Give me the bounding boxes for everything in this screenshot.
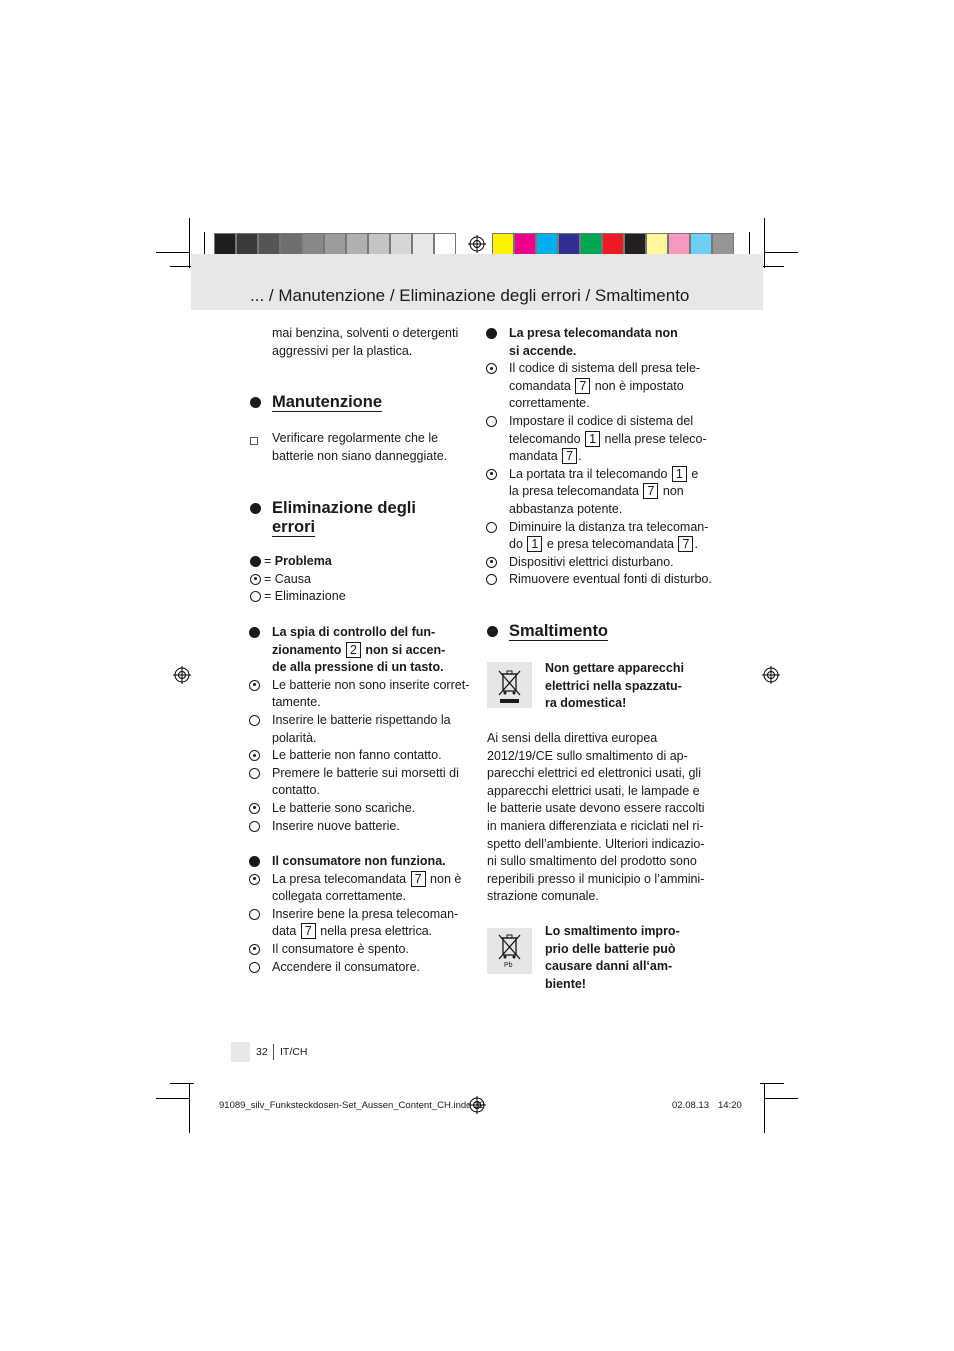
crop-mark (764, 1098, 798, 1099)
section-heading: errori (272, 518, 316, 536)
cause-dot-icon (250, 574, 261, 585)
part-ref: 7 (678, 536, 693, 552)
pb-label: Pb (504, 962, 513, 969)
problem-block (509, 325, 724, 589)
solution-text: e presa telecomandata (546, 537, 674, 552)
color-swatch (624, 233, 646, 255)
part-ref: 1 (527, 536, 542, 552)
crop-mark (760, 266, 784, 267)
registration-mark-icon (173, 666, 191, 684)
color-swatch (324, 233, 346, 255)
language-code: IT/CH (280, 1046, 308, 1058)
solution-text: nella presa elettrica. (320, 924, 433, 939)
text-line: parecchi elettrici ed elettronici usati, gli (487, 766, 701, 781)
solution-text: polarità. (272, 730, 317, 745)
solution-ring-icon (249, 768, 260, 779)
color-swatch (712, 233, 734, 255)
text-line: biente! (545, 976, 586, 991)
section-heading: Eliminazione degli (272, 499, 416, 517)
section-smaltimento (509, 622, 724, 641)
warning-text (545, 923, 725, 993)
crop-mark (764, 1083, 765, 1133)
cause-text: non (662, 484, 684, 499)
section-errori (272, 499, 472, 537)
solution-text: Inserire le batterie rispettando la (272, 712, 451, 727)
solution-ring-icon (250, 591, 261, 602)
text-line: Non gettare apparecchi (545, 661, 684, 675)
section-heading: Smaltimento (509, 622, 609, 640)
text-line: strazione comunale. (487, 889, 599, 904)
color-swatch (536, 233, 558, 255)
solution-row (272, 818, 472, 836)
intro-text: mai benzina, solventi o detergenti (272, 326, 459, 340)
solution-ring-icon (486, 416, 497, 427)
part-ref: 7 (411, 871, 426, 887)
text-line: le batterie usate devono essere raccolti (487, 801, 705, 816)
legend (264, 553, 472, 606)
solution-text: contatto. (272, 783, 320, 798)
part-ref: 1 (672, 466, 687, 482)
print-time: 14:20 (718, 1100, 742, 1111)
text-line: Ai sensi della direttiva europea (487, 731, 658, 745)
section-bullet-icon (250, 397, 261, 408)
cause-text: non è impostato (594, 378, 684, 393)
file-slug: 91089_silv_Funksteckdosen-Set_Aussen_Content_CH.indd 32 (219, 1100, 485, 1111)
solution-text: mandata (509, 449, 558, 464)
legend-problem: Problema (274, 554, 332, 568)
color-swatch (346, 233, 368, 255)
text-line: 2012/19/CE sullo smaltimento di ap- (487, 748, 688, 763)
cause-text: comandata (509, 378, 571, 393)
problem-dot-icon (250, 556, 261, 567)
cause-text: La portata tra il telecomando (509, 466, 668, 481)
cause-text: abbastanza potente. (509, 501, 623, 516)
crop-mark (189, 1083, 190, 1133)
left-column (272, 325, 472, 360)
color-swatch (236, 233, 258, 255)
legend-solution: = Eliminazione (264, 589, 346, 604)
color-swatch (280, 233, 302, 255)
solution-ring-icon (249, 962, 260, 973)
problem-title: de alla pressione di un tasto. (272, 660, 444, 675)
color-swatch (214, 233, 236, 255)
solution-row (272, 765, 472, 800)
problem-dot-icon (249, 856, 260, 867)
page-number: 32 (256, 1046, 268, 1058)
color-swatch (302, 233, 324, 255)
cause-dot-icon (249, 944, 260, 955)
text-line: Lo smaltimento impro- (545, 924, 680, 938)
color-swatch (602, 233, 624, 255)
cause-text: La presa telecomandata (272, 871, 407, 886)
text-line: ra domestica! (545, 696, 627, 711)
problem-block (272, 624, 472, 835)
cause-text: Il consumatore è spento. (272, 941, 409, 956)
registration-mark-icon (468, 235, 486, 253)
text-line: prio delle batterie può (545, 941, 676, 956)
maintenance-text: batterie non siano danneggiate. (272, 448, 448, 463)
color-swatch (646, 233, 668, 255)
part-ref: 7 (562, 448, 577, 464)
color-swatch (514, 233, 536, 255)
part-ref: 7 (301, 923, 316, 939)
color-swatch (492, 233, 514, 255)
cause-row (272, 677, 472, 712)
color-swatch (434, 233, 456, 255)
crop-mark (156, 1098, 190, 1099)
solution-text: Inserire bene la presa telecoman- (272, 906, 459, 921)
text-line: apparecchi elettrici usati, le lampade e (487, 783, 700, 798)
page-tab (231, 1042, 250, 1062)
cause-text: Dispositivi elettrici disturbano. (509, 554, 674, 569)
text-line: in maniera differenziata e riciclati nel ri- (487, 818, 704, 833)
cause-text: Le batterie non fanno contatto. (272, 748, 442, 763)
part-ref: 7 (643, 483, 658, 499)
section-manutenzione (272, 393, 472, 412)
checkbox-square-icon (250, 437, 258, 445)
footer-divider (273, 1044, 274, 1060)
problem-dot-icon (486, 328, 497, 339)
cause-row (272, 800, 472, 818)
crop-mark (764, 218, 765, 268)
registration-mark-icon (762, 666, 780, 684)
solution-text: Inserire nuove batterie. (272, 818, 400, 833)
cause-text: Le batterie non sono inserite corret- (272, 677, 470, 692)
crop-mark (189, 218, 190, 268)
gray-swatch-bar (214, 233, 456, 255)
part-ref: 7 (575, 378, 590, 394)
problem-dot-icon (249, 627, 260, 638)
solution-ring-icon (249, 715, 260, 726)
problem-title: Il consumatore non funziona. (272, 854, 446, 868)
solution-text: telecomando (509, 431, 581, 446)
page-title: ... / Manutenzione / Eliminazione degli errori / Smaltimento (250, 286, 690, 305)
problem-title: zionamento (272, 642, 342, 657)
cause-dot-icon (249, 750, 260, 761)
crop-mark (204, 232, 205, 256)
cause-dot-icon (486, 557, 497, 568)
problem-title: La presa telecomandata non (509, 326, 678, 340)
color-swatch (580, 233, 602, 255)
solution-text: Rimuovere eventual fonti di disturbo. (509, 572, 712, 587)
text-line: ni sullo smaltimento del prodotto sono (487, 854, 697, 869)
cause-text: non è (430, 871, 462, 886)
cause-dot-icon (249, 803, 260, 814)
crop-mark (760, 1083, 784, 1084)
color-swatch (690, 233, 712, 255)
warning-text (545, 660, 725, 713)
solution-row (272, 712, 472, 747)
solution-text: Impostare il codice di sistema del (509, 413, 694, 428)
disposal-body (487, 730, 712, 906)
crop-mark (170, 1083, 194, 1084)
intro-text: aggressivi per la plastica. (272, 343, 413, 358)
solution-ring-icon (249, 909, 260, 920)
color-swatch (368, 233, 390, 255)
cause-dot-icon (486, 469, 497, 480)
cause-text: e (691, 466, 699, 481)
text-line: elettrici nella spazzatu- (545, 678, 682, 693)
solution-text: . (578, 449, 582, 464)
solution-ring-icon (486, 574, 497, 585)
cause-dot-icon (249, 680, 260, 691)
section-heading: Manutenzione (272, 393, 382, 411)
solution-text: Diminuire la distanza tra telecoman- (509, 519, 709, 534)
crossed-bin-icon (487, 662, 532, 708)
part-ref: 1 (585, 431, 600, 447)
text-line: reperibili presso il municipio o l’ammini- (487, 871, 705, 886)
cause-text: la presa telecomandata (509, 484, 639, 499)
part-ref: 2 (346, 642, 361, 658)
cause-text: correttamente. (509, 396, 590, 411)
color-swatch (390, 233, 412, 255)
solution-ring-icon (486, 522, 497, 533)
solution-text: do (509, 537, 523, 552)
problem-title: La spia di controllo del fun- (272, 625, 436, 639)
cause-dot-icon (486, 363, 497, 374)
crop-mark (156, 252, 190, 253)
cause-dot-icon (249, 874, 260, 885)
legend-equals: = (264, 554, 272, 568)
cause-text: tamente. (272, 695, 321, 710)
legend-cause: = Causa (264, 571, 311, 586)
crop-mark (749, 232, 750, 256)
problem-block (272, 853, 472, 976)
solution-text: Accendere il consumatore. (272, 959, 420, 974)
text-line: causare danni all‘am- (545, 959, 673, 974)
cause-row (272, 747, 472, 765)
print-date: 02.08.13 (672, 1100, 709, 1111)
cause-text: collegata correttamente. (272, 889, 407, 904)
text-line: spetto dell’ambiente. Ulteriori indicazio- (487, 836, 705, 851)
solution-text: Premere le batterie sui morsetti di (272, 765, 459, 780)
cause-text: Le batterie sono scariche. (272, 800, 416, 815)
color-swatch (668, 233, 690, 255)
solution-ring-icon (249, 821, 260, 832)
solution-text: . (694, 537, 698, 552)
cause-text: Il codice di sistema dell presa tele- (509, 361, 701, 376)
color-swatch (258, 233, 280, 255)
maintenance-item (272, 430, 472, 465)
color-swatch (412, 233, 434, 255)
maintenance-text: Verificare regolarmente che le (272, 431, 439, 445)
color-swatch-bar (492, 233, 734, 255)
problem-title: non si accen- (365, 642, 446, 657)
solution-text: data (272, 924, 297, 939)
section-bullet-icon (487, 626, 498, 637)
color-swatch (558, 233, 580, 255)
solution-text: nella prese teleco- (604, 431, 707, 446)
crop-mark (764, 252, 798, 253)
section-bullet-icon (250, 503, 261, 514)
problem-title: si accende. (509, 343, 577, 358)
